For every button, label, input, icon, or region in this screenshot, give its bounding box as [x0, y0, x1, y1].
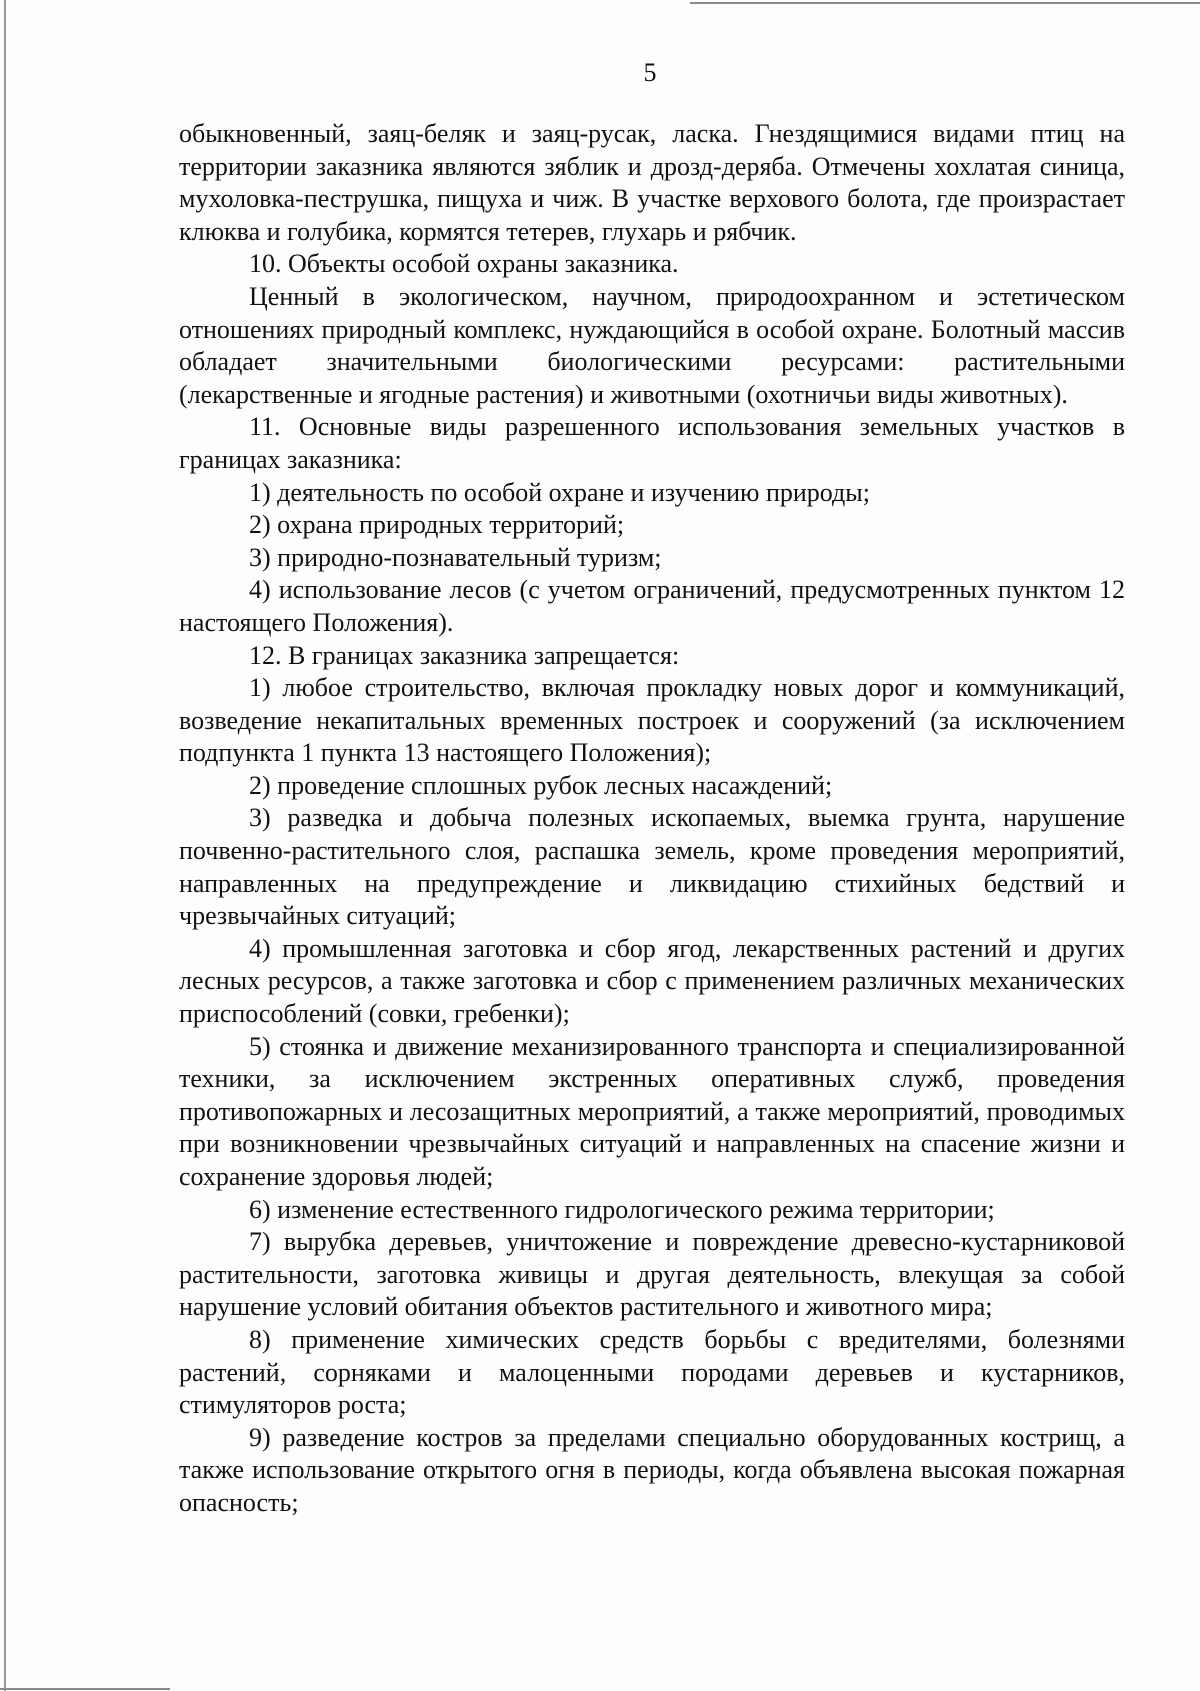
list-item: 3) природно-познавательный туризм; — [249, 542, 662, 572]
list-item: 5) стоянка и движение механизированного транспорта и специализированной техники, за исключением экстренных оперативных служб, проведения противопожарных и лесозащитных мероприятий, а также мероприятий, проводимых при возникновении чрезвычайных ситуаций и направленных на спасение жизни и сохранение здоровья людей; — [179, 1031, 1125, 1191]
paragraph: Ценный в экологическом, научном, природоохранном и эстетическом отношениях природный комплекс, нуждающийся в особой охране. Болотный массив обладает значительными биологическими ресурсами: растительными (лекарственные и ягодные растения) и животными (охотничьи виды животных). — [179, 281, 1125, 409]
scan-edge-line — [0, 1688, 170, 1690]
paragraph: обыкновенный, заяц-беляк и заяц-русак, ласка. Гнездящимися видами птиц на территории заказника являются зяблик и дрозд-деряба. Отмечены хохлатая синица, мухоловка-пеструшка, пищуха и чиж. В участке верхового болота, где произрастает клюква и голубика, кормятся тетерев, глухарь и рябчик. — [179, 119, 1125, 246]
scan-edge-line — [4, 0, 6, 1691]
list-item: 1) деятельность по особой охране и изучению природы; — [249, 477, 870, 507]
list-item: 4) промышленная заготовка и сбор ягод, лекарственных растений и других лесных ресурсов, а также заготовка и сбор с применением различных механических приспособлений (совки, гребенки); — [179, 933, 1125, 1029]
list-item: 4) использование лесов (с учетом ограничений, предусмотренных пунктом 12 настоящего Положения). — [179, 575, 1125, 637]
list-item: 2) проведение сплошных рубок лесных насаждений; — [249, 770, 833, 800]
list-item: 9) разведение костров за пределами специально оборудованных кострищ, а также использование открытого огня в периоды, когда объявлена высокая пожарная опасность; — [179, 1422, 1125, 1517]
section-heading: 12. В границах заказника запрещается: — [249, 640, 680, 670]
list-item: 8) применение химических средств борьбы с вредителями, болезнями растений, сорняками и малоценными породами деревьев и кустарников, стимуляторов роста; — [179, 1324, 1125, 1420]
scan-edge-line — [690, 2, 1200, 4]
list-item: 6) изменение естественного гидрологического режима территории; — [249, 1194, 995, 1224]
list-item: 1) любое строительство, включая прокладку новых дорог и коммуникаций, возведение некапитальных временных построек и сооружений (за исключением подпункта 1 пункта 13 настоящего Положения); — [179, 673, 1125, 768]
section-heading: 10. Объекты особой охраны заказника. — [249, 249, 679, 279]
list-item: 2) охрана природных территорий; — [249, 510, 625, 540]
section-heading: 11. Основные виды разрешенного использования земельных участков в границах заказника: — [179, 412, 1125, 474]
document-body — [179, 118, 1125, 1520]
page-number: 5 — [643, 58, 657, 87]
list-item: 3) разведка и добыча полезных ископаемых, выемка грунта, нарушение почвенно-растительного слоя, распашка земель, кроме проведения мероприятий, направленных на предупреждение и ликвидацию стихийных бедствий и чрезвычайных ситуаций; — [179, 803, 1125, 931]
list-item: 7) вырубка деревьев, уничтожение и повреждение древесно-кустарниковой растительности, заготовка живицы и другая деятельность, влекущая за собой нарушение условий обитания объектов растительного и животного мира; — [179, 1227, 1125, 1322]
